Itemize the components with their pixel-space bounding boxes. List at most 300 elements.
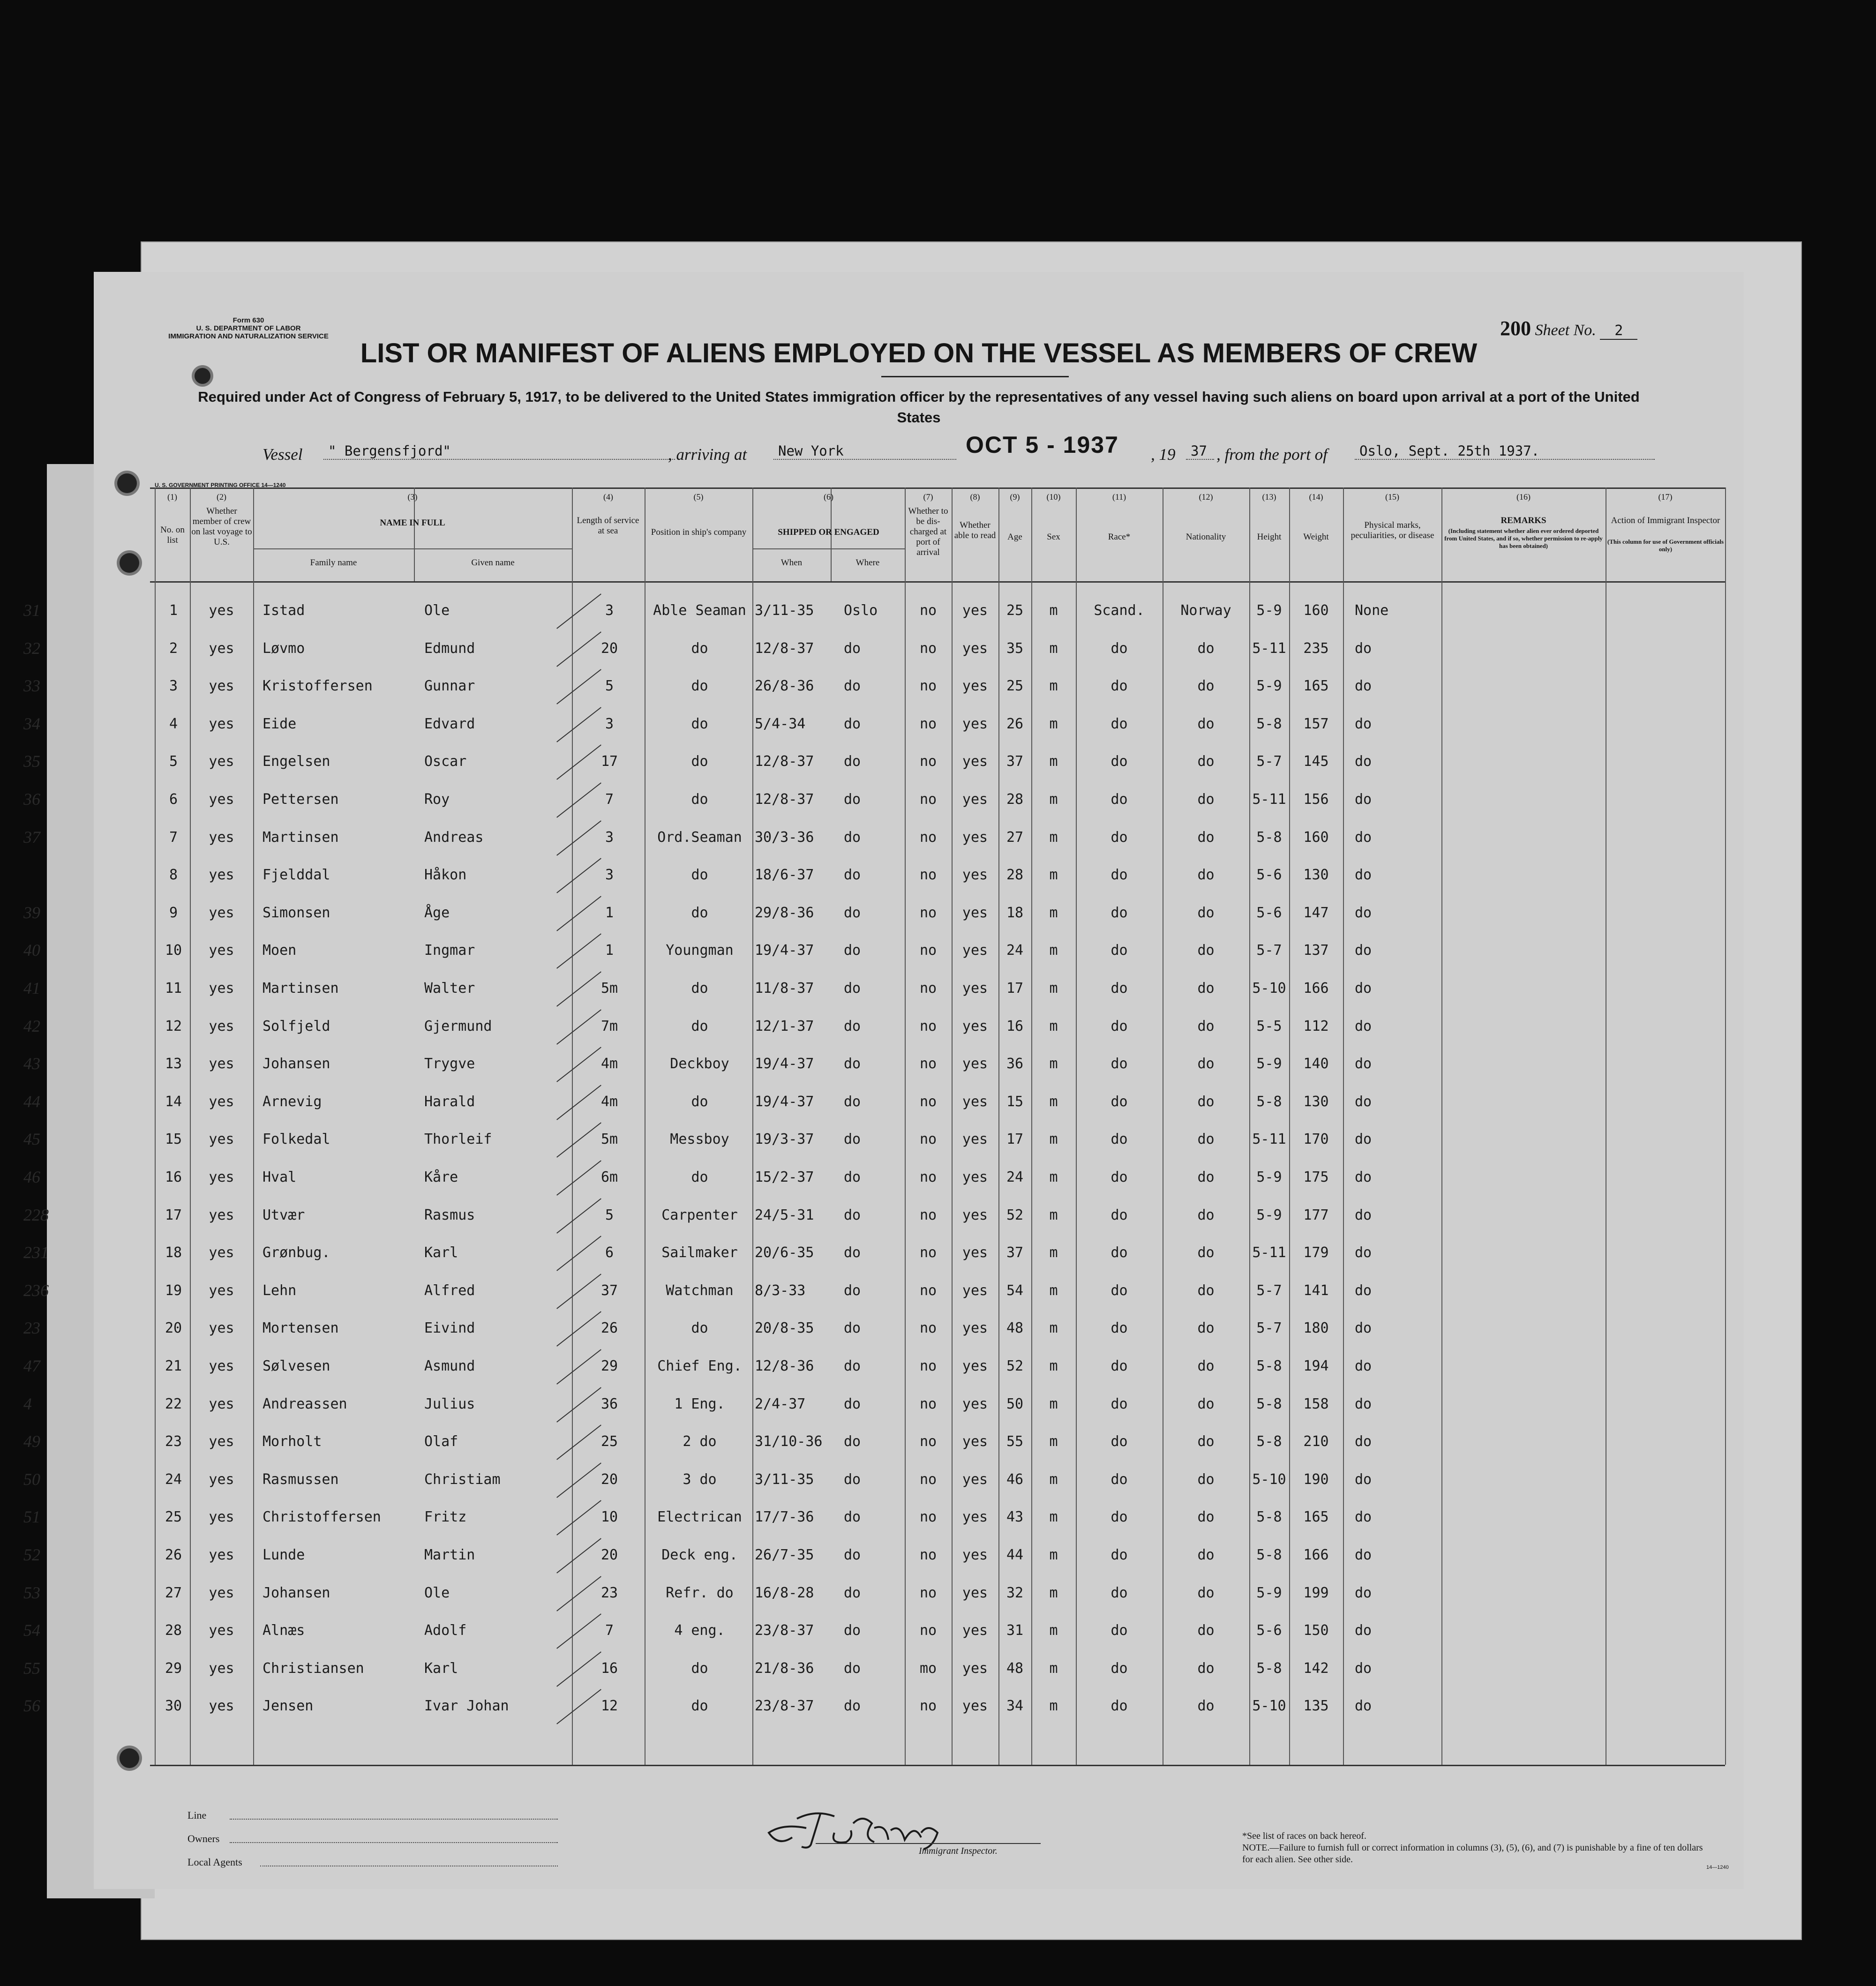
cell-when: 12/1-37	[755, 1018, 814, 1034]
cell-weight: 160	[1303, 602, 1329, 619]
header-length-service: Length of service at sea	[577, 516, 639, 536]
cell-race: Scand.	[1094, 602, 1145, 619]
cell-race: do	[1111, 1584, 1128, 1601]
col-number-13: (13)	[1262, 492, 1276, 502]
cell-family: Christiansen	[263, 1660, 364, 1677]
cell-position: do	[691, 791, 708, 808]
cell-height: 5-9	[1256, 1584, 1282, 1601]
cell-age: 27	[1006, 829, 1024, 846]
cell-where: do	[844, 980, 861, 997]
vessel-name: " Bergensfjord"	[323, 443, 675, 460]
cell-race: do	[1111, 829, 1128, 846]
manifest-page	[23, 272, 1744, 1889]
cell-where: do	[844, 753, 861, 770]
cell-discharged: no	[919, 791, 937, 808]
cell-height: 5-10	[1252, 1698, 1286, 1715]
department-name: U. S. DEPARTMENT OF LABOR	[196, 324, 301, 332]
cell-where: do	[844, 715, 861, 732]
col-number-12: (12)	[1199, 492, 1213, 502]
cell-read: yes	[962, 640, 988, 657]
cell-age: 48	[1006, 1320, 1024, 1337]
cell-sex: m	[1049, 1093, 1058, 1110]
margin-note: 231	[23, 1243, 49, 1262]
cell-age: 24	[1006, 942, 1024, 959]
cell-height: 5-6	[1256, 1622, 1282, 1639]
cell-given: Karl	[424, 1244, 458, 1261]
cell-nationality: do	[1197, 1471, 1215, 1488]
cell-age: 55	[1006, 1433, 1024, 1450]
cell-given: Rasmus	[424, 1207, 475, 1223]
margin-note: 49	[23, 1432, 40, 1451]
cell-member: yes	[209, 1584, 234, 1601]
cell-no: 25	[165, 1509, 182, 1526]
cell-age: 26	[1006, 715, 1024, 732]
cell-where: do	[844, 942, 861, 959]
cell-position: do	[691, 867, 708, 884]
cell-age: 48	[1006, 1660, 1024, 1677]
cell-age: 17	[1006, 980, 1024, 997]
page-subtitle: Required under Act of Congress of February 5, 1917, to be delivered to the United States immigration officer by the representatives of any vessel having such aliens on board upon arrival at a port of the United States	[198, 389, 1640, 426]
cell-family: Arnevig	[263, 1093, 322, 1110]
cell-physical: do	[1355, 867, 1372, 884]
cell-no: 20	[165, 1320, 182, 1337]
cell-read: yes	[962, 1207, 988, 1223]
margin-note: 45	[23, 1130, 40, 1149]
cell-race: do	[1111, 1244, 1128, 1261]
cell-family: Martinsen	[263, 829, 339, 846]
cell-height: 5-11	[1252, 640, 1286, 657]
cell-discharged: mo	[919, 1660, 937, 1677]
cell-family: Kristoffersen	[263, 678, 373, 695]
margin-note: 23	[23, 1319, 40, 1338]
cell-nationality: do	[1197, 1093, 1215, 1110]
cell-physical: do	[1355, 1056, 1372, 1072]
cell-weight: 147	[1303, 904, 1329, 921]
col-number-6: (6)	[824, 492, 833, 502]
cell-physical: do	[1355, 1584, 1372, 1601]
cell-when: 29/8-36	[755, 904, 814, 921]
cell-discharged: no	[919, 1584, 937, 1601]
cell-age: 28	[1006, 791, 1024, 808]
punch-hole	[120, 553, 139, 573]
table-top-border	[150, 487, 1725, 489]
cell-member: yes	[209, 791, 234, 808]
cell-physical: do	[1355, 1207, 1372, 1223]
cell-height: 5-9	[1256, 1207, 1282, 1223]
cell-read: yes	[962, 1358, 988, 1374]
cell-nationality: do	[1197, 1698, 1215, 1715]
cell-physical: do	[1355, 1244, 1372, 1261]
cell-when: 21/8-36	[755, 1660, 814, 1677]
cell-discharged: no	[919, 1320, 937, 1337]
col-divider	[1441, 487, 1442, 1765]
cell-read: yes	[962, 678, 988, 695]
cell-race: do	[1111, 791, 1128, 808]
cell-height: 5-11	[1252, 1244, 1286, 1261]
cell-weight: 166	[1303, 980, 1329, 997]
footer-agents-label: Local Agents	[188, 1856, 242, 1868]
cell-position: Able Seaman	[653, 602, 746, 619]
cell-sex: m	[1049, 1509, 1058, 1526]
cell-height: 5-11	[1252, 791, 1286, 808]
cell-physical: do	[1355, 904, 1372, 921]
cell-member: yes	[209, 1698, 234, 1715]
cell-nationality: do	[1197, 678, 1215, 695]
cell-weight: 141	[1303, 1282, 1329, 1299]
cell-position: 3 do	[683, 1471, 717, 1488]
cell-family: Johansen	[263, 1056, 330, 1072]
cell-discharged: no	[919, 753, 937, 770]
col-number-14: (14)	[1309, 492, 1323, 502]
cell-service: 29	[600, 1358, 618, 1374]
departure-port: Oslo, Sept. 25th 1937.	[1355, 443, 1655, 460]
cell-when: 2/4-37	[755, 1395, 806, 1412]
cell-read: yes	[962, 602, 988, 619]
cell-race: do	[1111, 1433, 1128, 1450]
cell-service: 5	[605, 678, 614, 695]
cell-family: Christoffersen	[263, 1509, 381, 1526]
col-number-10: (10)	[1046, 492, 1061, 502]
cell-where: do	[844, 1320, 861, 1337]
cell-sex: m	[1049, 980, 1058, 997]
cell-service: 17	[600, 753, 618, 770]
cell-sex: m	[1049, 1358, 1058, 1374]
cell-discharged: no	[919, 1622, 937, 1639]
col-number-5: (5)	[693, 492, 704, 502]
margin-note: 4	[23, 1394, 32, 1413]
header-age: Age	[1007, 532, 1022, 542]
cell-nationality: do	[1197, 1131, 1215, 1148]
cell-position: do	[691, 640, 708, 657]
header-name-in-full: NAME IN FULL	[380, 518, 445, 528]
cell-discharged: no	[919, 1056, 937, 1072]
cell-physical: do	[1355, 829, 1372, 846]
cell-nationality: do	[1197, 904, 1215, 921]
cell-sex: m	[1049, 1056, 1058, 1072]
cell-physical: do	[1355, 1698, 1372, 1715]
cell-given: Gunnar	[424, 678, 475, 695]
cell-position: do	[691, 1169, 708, 1185]
margin-note: 33	[23, 676, 40, 696]
cell-family: Utvær	[263, 1207, 305, 1223]
cell-where: do	[844, 1547, 861, 1563]
cell-nationality: do	[1197, 1207, 1215, 1223]
cell-physical: do	[1355, 1282, 1372, 1299]
cell-weight: 160	[1303, 829, 1329, 846]
cell-race: do	[1111, 1018, 1128, 1034]
cell-race: do	[1111, 1056, 1128, 1072]
arrival-port: New York	[773, 443, 956, 460]
cell-service: 16	[600, 1660, 618, 1677]
margin-note: 34	[23, 714, 40, 733]
form-number: Form 630	[233, 316, 264, 324]
cell-given: Ole	[424, 602, 450, 619]
col-number-4: (4)	[603, 492, 613, 502]
punch-hole	[120, 1748, 139, 1768]
cell-when: 24/5-31	[755, 1207, 814, 1223]
cell-age: 52	[1006, 1358, 1024, 1374]
cell-where: do	[844, 1244, 861, 1261]
cell-position: Messboy	[670, 1131, 729, 1148]
cell-family: Rasmussen	[263, 1471, 339, 1488]
arrival-date-stamp: OCT 5 - 1937	[966, 432, 1119, 458]
cell-weight: 199	[1303, 1584, 1329, 1601]
cell-read: yes	[962, 715, 988, 732]
margin-note: 35	[23, 752, 40, 771]
cell-age: 46	[1006, 1471, 1024, 1488]
cell-where: do	[844, 1169, 861, 1185]
header-discharged: Whether to be dis-charged at port of arrival	[908, 506, 948, 557]
cell-sex: m	[1049, 753, 1058, 770]
cell-sex: m	[1049, 1660, 1058, 1677]
cell-physical: do	[1355, 1018, 1372, 1034]
cell-where: do	[844, 640, 861, 657]
cell-no: 8	[169, 867, 178, 884]
col-divider	[155, 487, 156, 1765]
header-weight: Weight	[1303, 532, 1329, 542]
cell-sex: m	[1049, 1018, 1058, 1034]
cell-member: yes	[209, 980, 234, 997]
cell-sex: m	[1049, 1698, 1058, 1715]
cell-position: 1 Eng.	[674, 1395, 725, 1412]
cell-no: 12	[165, 1018, 182, 1034]
header-sex: Sex	[1047, 532, 1060, 542]
cell-sex: m	[1049, 1584, 1058, 1601]
cell-weight: 180	[1303, 1320, 1329, 1337]
cell-physical: do	[1355, 942, 1372, 959]
cell-family: Jensen	[263, 1698, 314, 1715]
margin-note: 52	[23, 1545, 40, 1564]
cell-no: 17	[165, 1207, 182, 1223]
cell-no: 23	[165, 1433, 182, 1450]
cell-when: 12/8-37	[755, 791, 814, 808]
cell-position: do	[691, 1018, 708, 1034]
cell-member: yes	[209, 1358, 234, 1374]
cell-nationality: do	[1197, 1320, 1215, 1337]
cell-no: 10	[165, 942, 182, 959]
cell-discharged: no	[919, 1169, 937, 1185]
cell-race: do	[1111, 1622, 1128, 1639]
margin-note: 39	[23, 903, 40, 922]
cell-nationality: do	[1197, 1169, 1215, 1185]
cell-given: Harald	[424, 1093, 475, 1110]
cell-weight: 145	[1303, 753, 1329, 770]
col-number-1: (1)	[167, 492, 177, 502]
cell-race: do	[1111, 980, 1128, 997]
margin-note: 42	[23, 1016, 40, 1035]
cell-race: do	[1111, 1660, 1128, 1677]
cell-family: Alnæs	[263, 1622, 305, 1639]
cell-race: do	[1111, 1169, 1128, 1185]
margin-note: 46	[23, 1168, 40, 1186]
cell-position: Chief Eng.	[657, 1358, 742, 1374]
header-inspector-note: (This column for use of Government officials only)	[1607, 538, 1724, 553]
year-prefix: , 19	[1151, 445, 1176, 464]
cell-discharged: no	[919, 602, 937, 619]
cell-nationality: do	[1197, 1509, 1215, 1526]
cell-family: Moen	[263, 942, 297, 959]
cell-family: Simonsen	[263, 904, 330, 921]
cell-member: yes	[209, 1056, 234, 1072]
cell-no: 3	[169, 678, 178, 695]
cell-given: Kåre	[424, 1169, 458, 1185]
cell-age: 35	[1006, 640, 1024, 657]
cell-service: 37	[600, 1282, 618, 1299]
cell-position: do	[691, 1660, 708, 1677]
cell-weight: 179	[1303, 1244, 1329, 1261]
cell-given: Fritz	[424, 1509, 467, 1526]
cell-sex: m	[1049, 1131, 1058, 1148]
cell-sex: m	[1049, 829, 1058, 846]
cell-discharged: no	[919, 678, 937, 695]
cell-nationality: do	[1197, 715, 1215, 732]
cell-no: 2	[169, 640, 178, 657]
cell-physical: None	[1355, 602, 1389, 619]
cell-member: yes	[209, 678, 234, 695]
cell-given: Andreas	[424, 829, 484, 846]
cell-service: 3	[605, 715, 614, 732]
cell-service: 4m	[600, 1056, 618, 1072]
cell-given: Martin	[424, 1547, 475, 1563]
cell-height: 5-6	[1256, 867, 1282, 884]
cell-weight: 165	[1303, 1509, 1329, 1526]
cell-position: do	[691, 1320, 708, 1337]
cell-given: Olaf	[424, 1433, 458, 1450]
cell-given: Karl	[424, 1660, 458, 1677]
cell-discharged: no	[919, 980, 937, 997]
cell-age: 32	[1006, 1584, 1024, 1601]
cell-nationality: do	[1197, 640, 1215, 657]
cell-service: 25	[600, 1433, 618, 1450]
cell-member: yes	[209, 1244, 234, 1261]
cell-where: do	[844, 1622, 861, 1639]
col-divider	[1725, 487, 1726, 1765]
cell-race: do	[1111, 867, 1128, 884]
cell-no: 6	[169, 791, 178, 808]
footer-line-label: Line	[188, 1809, 207, 1821]
cell-when: 16/8-28	[755, 1584, 814, 1601]
cell-age: 43	[1006, 1509, 1024, 1526]
cell-height: 5-7	[1256, 942, 1282, 959]
cell-when: 3/11-35	[755, 602, 814, 619]
cell-discharged: no	[919, 1358, 937, 1374]
cell-read: yes	[962, 1622, 988, 1639]
cell-discharged: no	[919, 1698, 937, 1715]
cell-discharged: no	[919, 1471, 937, 1488]
cell-when: 19/4-37	[755, 1056, 814, 1072]
cell-position: do	[691, 980, 708, 997]
cell-sex: m	[1049, 1395, 1058, 1412]
cell-age: 50	[1006, 1395, 1024, 1412]
cell-given: Oscar	[424, 753, 467, 770]
cell-position: 2 do	[683, 1433, 717, 1450]
cell-discharged: no	[919, 1131, 937, 1148]
cell-given: Julius	[424, 1395, 475, 1412]
col-divider	[572, 487, 573, 1765]
cell-family: Hval	[263, 1169, 297, 1185]
sheet-value: 2	[1600, 322, 1637, 340]
margin-note: 56	[23, 1696, 40, 1716]
cell-weight: 165	[1303, 678, 1329, 695]
cell-service: 36	[600, 1395, 618, 1412]
printing-office-note: U. S. GOVERNMENT PRINTING OFFICE 14—1240	[155, 482, 286, 488]
cell-age: 37	[1006, 1244, 1024, 1261]
cell-discharged: no	[919, 867, 937, 884]
cell-age: 24	[1006, 1169, 1024, 1185]
cell-given: Ingmar	[424, 942, 475, 959]
inspector-label: Immigrant Inspector.	[919, 1846, 998, 1856]
cell-discharged: no	[919, 1433, 937, 1450]
cell-given: Thorleif	[424, 1131, 492, 1148]
cell-position: do	[691, 1093, 708, 1110]
cell-age: 25	[1006, 678, 1024, 695]
cell-family: Sølvesen	[263, 1358, 330, 1374]
footer-owners-label: Owners	[188, 1833, 220, 1844]
cell-member: yes	[209, 1622, 234, 1639]
cell-service: 7	[605, 1622, 614, 1639]
cell-service: 5	[605, 1207, 614, 1223]
cell-read: yes	[962, 904, 988, 921]
cell-where: do	[844, 1018, 861, 1034]
cell-race: do	[1111, 753, 1128, 770]
cell-sex: m	[1049, 791, 1058, 808]
cell-discharged: no	[919, 1093, 937, 1110]
cell-sex: m	[1049, 602, 1058, 619]
cell-no: 4	[169, 715, 178, 732]
cell-member: yes	[209, 1018, 234, 1034]
cell-service: 3	[605, 867, 614, 884]
cell-age: 52	[1006, 1207, 1024, 1223]
cell-family: Mortensen	[263, 1320, 339, 1337]
cell-member: yes	[209, 1093, 234, 1110]
cell-height: 5-8	[1256, 1509, 1282, 1526]
cell-family: Eide	[263, 715, 297, 732]
cell-no: 26	[165, 1547, 182, 1563]
cell-position: Watchman	[666, 1282, 734, 1299]
cell-height: 5-8	[1256, 715, 1282, 732]
cell-race: do	[1111, 904, 1128, 921]
cell-height: 5-9	[1256, 1056, 1282, 1072]
cell-no: 9	[169, 904, 178, 921]
margin-note: 40	[23, 941, 40, 960]
cell-read: yes	[962, 867, 988, 884]
cell-physical: do	[1355, 715, 1372, 732]
cell-member: yes	[209, 867, 234, 884]
cell-age: 37	[1006, 753, 1024, 770]
cell-member: yes	[209, 1282, 234, 1299]
cell-sex: m	[1049, 867, 1058, 884]
form-code: 14—1240	[1706, 1865, 1729, 1870]
cell-no: 5	[169, 753, 178, 770]
cell-when: 20/8-35	[755, 1320, 814, 1337]
cell-member: yes	[209, 1169, 234, 1185]
margin-note: 228	[23, 1205, 49, 1224]
cell-sex: m	[1049, 1207, 1058, 1223]
cell-given: Christiam	[424, 1471, 501, 1488]
cell-when: 30/3-36	[755, 829, 814, 846]
cell-position: do	[691, 904, 708, 921]
title-underline	[881, 376, 1069, 377]
cell-nationality: Norway	[1180, 602, 1231, 619]
cell-weight: 142	[1303, 1660, 1329, 1677]
cell-physical: do	[1355, 753, 1372, 770]
cell-position: do	[691, 678, 708, 695]
cell-read: yes	[962, 1018, 988, 1034]
cell-given: Adolf	[424, 1622, 467, 1639]
cell-given: Edmund	[424, 640, 475, 657]
sheet-stamp-number: 200	[1500, 317, 1531, 340]
cell-position: do	[691, 1698, 708, 1715]
